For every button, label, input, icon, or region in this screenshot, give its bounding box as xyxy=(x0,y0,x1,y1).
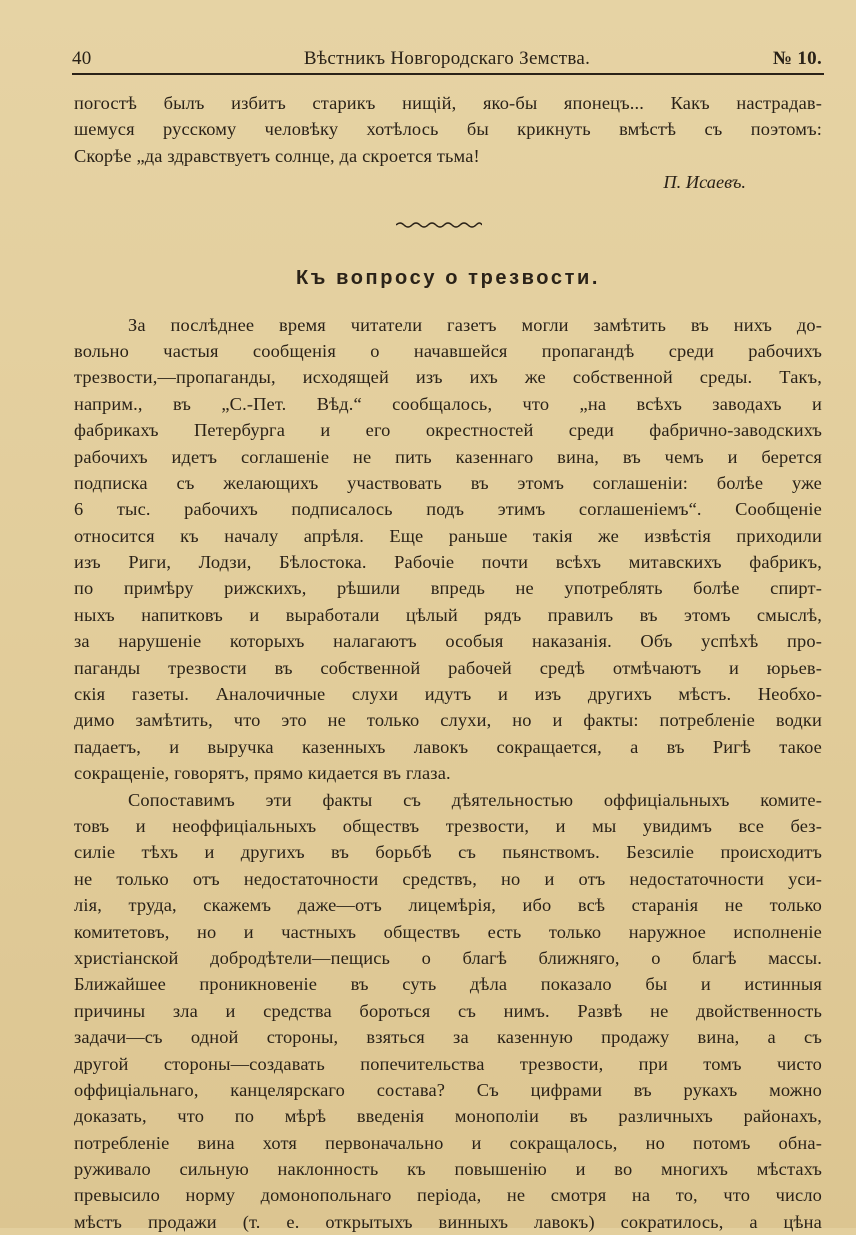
text-line: скія газеты. Аналочичные слухи идутъ и изъ другихъ мѣстъ. Необхо- xyxy=(74,684,822,705)
text-line: паганды трезвости въ собственной рабочей средѣ отмѣчаютъ и юрьев- xyxy=(74,657,822,678)
text-line: другой стороны—создавать попечительства трезвости, при томъ чисто xyxy=(74,1053,822,1074)
text-line: оффиціальнаго, канцелярскаго состава? Съ цифрами въ рукахъ можно xyxy=(74,1079,822,1100)
text-line: христіанской добродѣтели—пещись о благѣ ближняго, о благѣ массы. xyxy=(74,947,822,968)
text-line: подписка съ желающихъ участвовать въ этомъ соглашеніи: болѣе уже xyxy=(74,472,822,493)
text-line: товъ и неоффиціальныхъ обществъ трезвости, и мы увидимъ все без- xyxy=(74,815,822,836)
text-line: причины зла и средства бороться съ нимъ. Развѣ не двойственность xyxy=(74,1000,822,1021)
text-line: сокращеніе, говорятъ, прямо кидается въ глаза. xyxy=(74,763,451,784)
text-line: Ближайшее проникновеніе въ суть дѣла показало бы и истинныя xyxy=(74,974,822,995)
section-divider xyxy=(74,196,822,248)
text-line: падаетъ, и выручка казенныхъ лавокъ сокращается, а въ Ригѣ такое xyxy=(74,736,822,757)
author-signature: П. Исаевъ. xyxy=(663,172,746,193)
page-body xyxy=(74,90,822,1235)
intro-text xyxy=(74,90,822,169)
text-line: наприм., въ „С.-Пет. Вѣд.“ сообщалось, что „на всѣхъ заводахъ и xyxy=(74,393,822,414)
text-line: изъ Риги, Лодзи, Бѣлостока. Рабочіе почти всѣхъ митавскихъ фабрикъ, xyxy=(74,552,822,573)
text-line: ныхъ напитковъ и выработали цѣлый рядъ правилъ въ этомъ смыслѣ, xyxy=(74,604,822,625)
paragraph-1 xyxy=(74,312,822,787)
page-number: 40 xyxy=(72,48,92,69)
text-line: относится къ началу апрѣля. Еще раньше такія же извѣстія приходили xyxy=(74,525,822,546)
text-line: трезвости,—пропаганды, исходящей изъ ихъ же собственной среды. Такъ, xyxy=(74,367,822,388)
text-line: фабрикахъ Петербурга и его окрестностей среди фабрично-заводскихъ xyxy=(74,420,822,441)
text-line: димо замѣтить, что это не только слухи, но и факты: потребленіе водки xyxy=(74,710,822,731)
text-line: вольно частыя сообщенія о начавшейся пропагандѣ среди рабочихъ xyxy=(74,340,822,361)
text-line: не только отъ недостаточности средствъ, но и отъ недостаточности уси- xyxy=(74,868,822,889)
text-line: шемуся русскому человѣку хотѣлось бы крикнуть вмѣстѣ съ поэтомъ: xyxy=(74,119,822,140)
text-line: Скорѣе „да здравствуетъ солнце, да скроется тьма! xyxy=(74,145,480,166)
text-line: мѣстъ продажи (т. е. открытыхъ винныхъ лавокъ) сократилось, а цѣна xyxy=(74,1211,822,1232)
header-rule xyxy=(72,73,824,75)
text-line: потребленіе вина хотя первоначально и сокращалось, но потомъ обна- xyxy=(74,1132,822,1153)
issue-number: № 10. xyxy=(772,48,822,69)
text-line: погостѣ былъ избитъ старикъ нищій, яко-бы японецъ... Какъ настрадав- xyxy=(74,93,822,113)
text-line: комитетовъ, но и частныхъ обществъ есть только наружное исполненіе xyxy=(74,921,822,942)
text-line: лія, труда, скажемъ даже—отъ лицемѣрія, ибо всѣ старанія не только xyxy=(74,895,822,916)
paragraph-2 xyxy=(74,787,822,1235)
text-line: Сопоставимъ эти факты съ дѣятельностью оффиціальныхъ комите- xyxy=(128,789,822,810)
text-line: за нарушеніе которыхъ налагаютъ особыя наказанія. Объ успѣхѣ про- xyxy=(74,631,822,652)
text-line: задачи—съ одной стороны, взяться за казенную продажу вина, а съ xyxy=(74,1027,822,1048)
text-line: 6 тыс. рабочихъ подписалось подъ этимъ соглашеніемъ“. Сообщеніе xyxy=(74,499,822,520)
text-line: За послѣднее время читатели газетъ могли замѣтить въ нихъ до- xyxy=(128,314,822,335)
journal-title: Вѣстникъ Новгородскаго Земства. xyxy=(303,48,591,69)
article-title: Къ вопросу о трезвости. xyxy=(295,266,601,289)
text-line: по примѣру рижскихъ, рѣшили впредь не употреблять болѣе спирт- xyxy=(74,578,822,599)
text-line: доказать, что по мѣрѣ введенія монополіи въ различныхъ районахъ, xyxy=(74,1106,822,1127)
running-header xyxy=(72,44,822,74)
wavy-divider-ornament xyxy=(396,220,482,230)
text-line: превысило норму домонопольнаго періода, не смотря на то, что число xyxy=(74,1185,822,1206)
text-line: силіе тѣхъ и другихъ въ борьбѣ съ пьянствомъ. Безсиліе происходитъ xyxy=(74,842,822,863)
text-line: руживало сильную наклонность къ повышенію и во многихъ мѣстахъ xyxy=(74,1159,822,1180)
text-line: рабочихъ идетъ соглашеніе не пить казеннаго вина, въ чемъ и берется xyxy=(74,446,822,467)
